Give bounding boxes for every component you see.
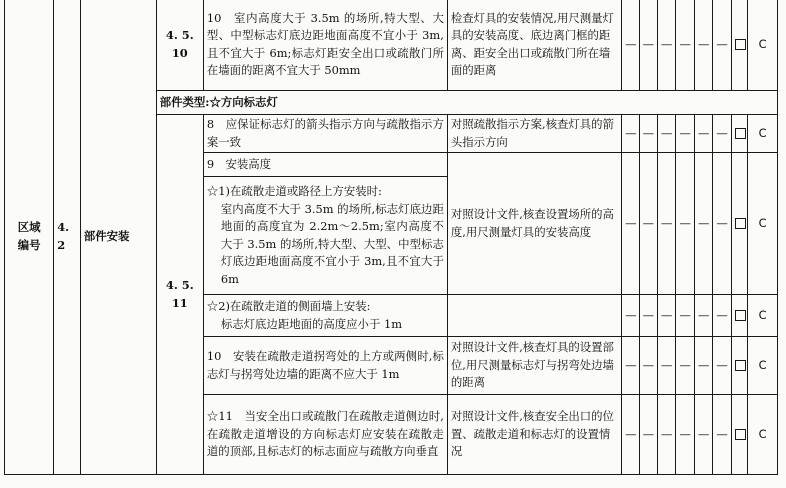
requirement-text: 8 应保证标志灯的箭头指示方向与疏散指示方案一致 (203, 115, 447, 153)
dash-cell: — (694, 295, 712, 337)
checkbox-cell[interactable] (731, 153, 747, 295)
requirement-text: ☆11 当安全出口或疏散门在疏散走道侧边时,在疏散走道增设的方向标志灯应安装在疏散走道的顶部,且标志灯的标志面应与疏散方向垂直 (203, 395, 447, 475)
dash-cell: — (694, 115, 712, 153)
sub-item-body: 标志灯底边距地面的高度应小于 1m (220, 316, 402, 331)
dash-cell: — (622, 0, 639, 91)
result-label: C (748, 153, 778, 295)
clause-number: 4. 5. 10 (156, 0, 203, 91)
dash-cell: — (676, 0, 694, 91)
dash-cell: — (694, 0, 712, 91)
check-method-empty (447, 295, 621, 337)
dash-cell: — (676, 395, 694, 475)
dash-cell: — (694, 395, 712, 475)
checkbox-cell[interactable] (731, 0, 747, 91)
section-number: 4. 2 (54, 0, 81, 475)
dash-cell: — (658, 0, 676, 91)
section-name: 部件安装 (80, 0, 156, 475)
checkbox-cell[interactable] (731, 395, 747, 475)
dash-cell: — (713, 295, 731, 337)
dash-cell: — (639, 337, 657, 395)
checkbox-icon[interactable] (735, 218, 746, 229)
result-label: C (748, 395, 778, 475)
result-label: C (748, 0, 778, 91)
dash-cell: — (676, 295, 694, 337)
checkbox-icon[interactable] (735, 39, 746, 50)
dash-cell: — (658, 337, 676, 395)
dash-cell: — (676, 337, 694, 395)
dash-cell: — (639, 115, 657, 153)
checkbox-icon[interactable] (735, 310, 746, 321)
requirement-text: 10 室内高度大于 3.5m 的场所,特大型、大型、中型标志灯底边距地面高度不宜小于 3m,且不宜大于 6m;标志灯距安全出口或疏散门所在墙面的距离不宜大于 50mm (203, 0, 447, 91)
dash-cell: — (639, 153, 657, 295)
part-type-label: 部件类型:☆方向标志灯 (156, 91, 777, 115)
checkbox-icon[interactable] (735, 128, 746, 139)
check-method-text: 对照设计文件,核查设置场所的高度,用尺测量灯具的安装高度 (447, 153, 621, 295)
requirement-heading: 9 安装高度 (203, 153, 447, 177)
check-method-text: 对照设计文件,核查灯具的设置部位,用尺测量标志灯与拐弯处边墙的距离 (447, 337, 621, 395)
dash-cell: — (622, 115, 639, 153)
sub-item-title: ☆2)在疏散走道的侧面墙上安装: (206, 299, 371, 313)
result-label: C (748, 337, 778, 395)
acceptance-table (4, 0, 778, 475)
dash-cell: — (713, 0, 731, 91)
dash-cell: — (658, 295, 676, 337)
table-row (5, 0, 778, 91)
dash-cell: — (713, 115, 731, 153)
dash-cell: — (639, 395, 657, 475)
result-label: C (748, 115, 778, 153)
dash-cell: — (676, 153, 694, 295)
checkbox-cell[interactable] (731, 295, 747, 337)
dash-cell: — (713, 153, 731, 295)
dash-cell: — (676, 115, 694, 153)
dash-cell: — (622, 295, 639, 337)
checkbox-icon[interactable] (735, 429, 746, 440)
dash-cell: — (713, 337, 731, 395)
check-method-text: 检查灯具的安装情况,用尺测量灯具的安装高度、底边离门框的距离、距安全出口或疏散门所在墙面的距离 (447, 0, 621, 91)
result-label: C (748, 295, 778, 337)
sub-item-body: 室内高度不大于 3.5m 的场所,标志灯底边距地面的高度宜为 2.2m～2.5m;室内高度不大于 3.5m 的场所,特大型、大型、中型标志灯底边距地面高度不宜小于 3m,且不宜大于 6m (220, 201, 444, 286)
check-method-text: 对照疏散指示方案,核查灯具的箭头指示方向 (447, 115, 621, 153)
region-code-cell (5, 0, 54, 475)
dash-cell: — (639, 0, 657, 91)
dash-cell: — (639, 295, 657, 337)
dash-cell: — (658, 395, 676, 475)
sub-item-title: ☆1)在疏散走道或路径上方安装时: (206, 184, 382, 198)
checkbox-cell[interactable] (731, 115, 747, 153)
dash-cell: — (622, 337, 639, 395)
dash-cell: — (658, 153, 676, 295)
dash-cell: — (622, 395, 639, 475)
region-code: 区域 编号 (17, 220, 41, 252)
checkbox-icon[interactable] (735, 360, 746, 371)
dash-cell: — (694, 153, 712, 295)
clause-number: 4. 5. 11 (156, 115, 203, 475)
checkbox-cell[interactable] (731, 337, 747, 395)
dash-cell: — (713, 395, 731, 475)
requirement-text (203, 295, 447, 337)
requirement-text: 10 安装在疏散走道拐弯处的上方或两侧时,标志灯与拐弯处边墙的距离不应大于 1m (203, 337, 447, 395)
check-method-text: 对照设计文件,核查安全出口的位置、疏散走道和标志灯的设置情况 (447, 395, 621, 475)
dash-cell: — (658, 115, 676, 153)
dash-cell: — (622, 153, 639, 295)
requirement-text (203, 177, 447, 295)
dash-cell: — (694, 337, 712, 395)
